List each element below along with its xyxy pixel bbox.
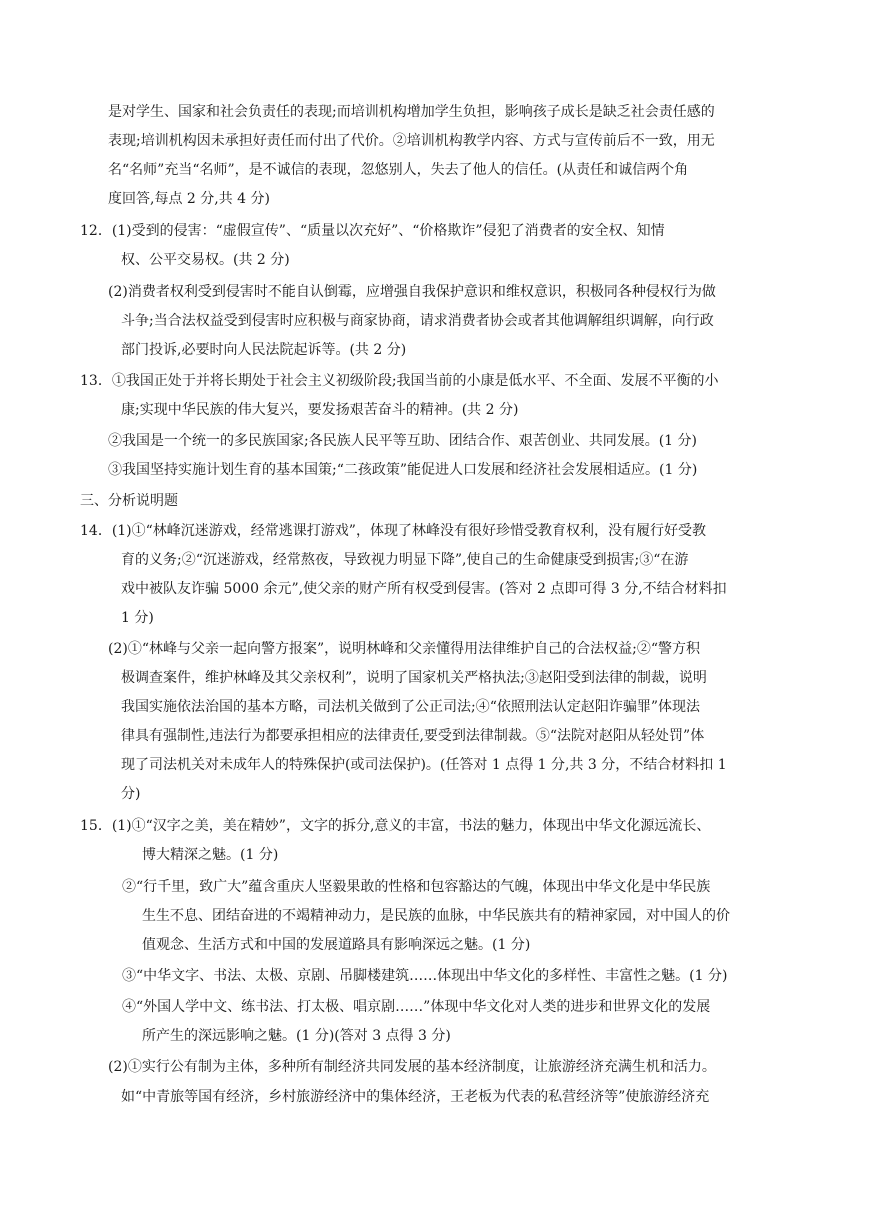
- section-heading: 三、分析说明题: [80, 493, 178, 509]
- text-line: 值观念、生活方式和中国的发展道路具有影响深远之魅。(1 分): [142, 937, 531, 953]
- text-line: 戏中被队友诈骗 5000 余元”,使父亲的财产所有权受到侵害。(答对 2 点即可得 3 分,不结合材料扣: [121, 581, 727, 597]
- text-line: 斗争;当合法权益受到侵害时应积极与商家协商，请求消费者协会或者其他调解组织调解，向行政: [121, 313, 714, 329]
- text-line: 律具有强制性,违法行为都要承担相应的法律责任,要受到法律制裁。⑤“法院对赵阳从轻处罚”体: [121, 728, 705, 744]
- text-line: 我国实施依法治国的基本方略，司法机关做到了公正司法;④“依照刑法认定赵阳诈骗罪”体现法: [121, 699, 701, 715]
- answer-12-part1: 12．(1)受到的侵害：“虚假宣传”、“质量以次充好”、“价格欺诈”侵犯了消费者的安全权、知情: [80, 223, 665, 239]
- text-line: 名“名师”充当“名师”，是不诚信的表现，忽悠别人，失去了他人的信任。(从责任和诚信两个角: [108, 162, 689, 178]
- text-line: ②我国是一个统一的多民族国家;各民族人民平等互助、团结合作、艰苦创业、共同发展。(1 分): [108, 433, 697, 449]
- text-line: 是对学生、国家和社会负责任的表现;而培训机构增加学生负担，影响孩子成长是缺乏社会责任感的: [108, 104, 715, 120]
- text-line: 康;实现中华民族的伟大复兴，要发扬艰苦奋斗的精神。(共 2 分): [121, 402, 519, 418]
- text-line: 现了司法机关对未成年人的特殊保护(或司法保护)。(任答对 1 点得 1 分,共 3 分，不结合材料扣 1: [121, 757, 727, 773]
- text-line: 分): [121, 786, 141, 802]
- text-line: ③我国坚持实施计划生育的基本国策;“二孩政策”能促进人口发展和经济社会发展相适应。(1 分): [108, 462, 698, 478]
- text-line: 权、公平交易权。(共 2 分): [121, 252, 290, 268]
- text-line: ③“中华文字、书法、太极、京剧、吊脚楼建筑……体现出中华文化的多样性、丰富性之魅。(1 分): [122, 968, 728, 984]
- text-line: 部门投诉,必要时向人民法院起诉等。(共 2 分): [121, 342, 407, 358]
- text-line: 育的义务;②“沉迷游戏，经常熬夜，导致视力明显下降”,使自己的生命健康受到损害;③“在游: [121, 552, 689, 568]
- text-line: 博大精深之魅。(1 分): [142, 847, 279, 863]
- answer-12-part2: (2)消费者权利受到侵害时不能自认倒霉，应增强自我保护意识和维权意识，积极同各种侵权行为做: [108, 284, 716, 300]
- text-line: 如“中青旅等国有经济，乡村旅游经济中的集体经济，王老板为代表的私营经济等”使旅游经济充: [121, 1089, 710, 1105]
- text-line: 1 分): [121, 610, 154, 626]
- text-line: 所产生的深远影响之魅。(1 分)(答对 3 点得 3 分): [142, 1028, 451, 1044]
- text-line: ④“外国人学中文、练书法、打太极、唱京剧……”体现中华文化对人类的进步和世界文化的发展: [122, 999, 711, 1015]
- answer-15-part2: (2)①实行公有制为主体，多种所有制经济共同发展的基本经济制度，让旅游经济充满生机和活力。: [108, 1059, 716, 1075]
- text-line: 度回答,每点 2 分,共 4 分): [108, 191, 270, 207]
- text-line: 表现;培训机构因未承担好责任而付出了代价。②培训机构教学内容、方式与宣传前后不一致，用无: [108, 133, 715, 149]
- text-line: 生生不息、团结奋进的不竭精神动力，是民族的血脉，中华民族共有的精神家园，对中国人的价: [142, 908, 730, 924]
- text-line: ②“行千里，致广大”蕴含重庆人坚毅果敢的性格和包容豁达的气魄，体现出中华文化是中华民族: [122, 879, 711, 895]
- text-line: 极调查案件，维护林峰及其父亲权利”，说明了国家机关严格执法;③赵阳受到法律的制裁，说明: [121, 670, 707, 686]
- answer-13: 13．①我国正处于并将长期处于社会主义初级阶段;我国当前的小康是低水平、不全面、发展不平衡的小: [80, 373, 719, 389]
- answer-15-part1: 15．(1)①“汉字之美，美在精妙”，文字的拆分,意义的丰富，书法的魅力，体现出中华文化源远流长、: [80, 818, 711, 834]
- answer-14-part1: 14．(1)①“林峰沉迷游戏，经常逃课打游戏”，体现了林峰没有很好珍惜受教育权利，没有履行好受教: [80, 523, 706, 539]
- answer-14-part2: (2)①“林峰与父亲一起向警方报案”，说明林峰和父亲懂得用法律维护自己的合法权益;②“警方积: [108, 641, 701, 657]
